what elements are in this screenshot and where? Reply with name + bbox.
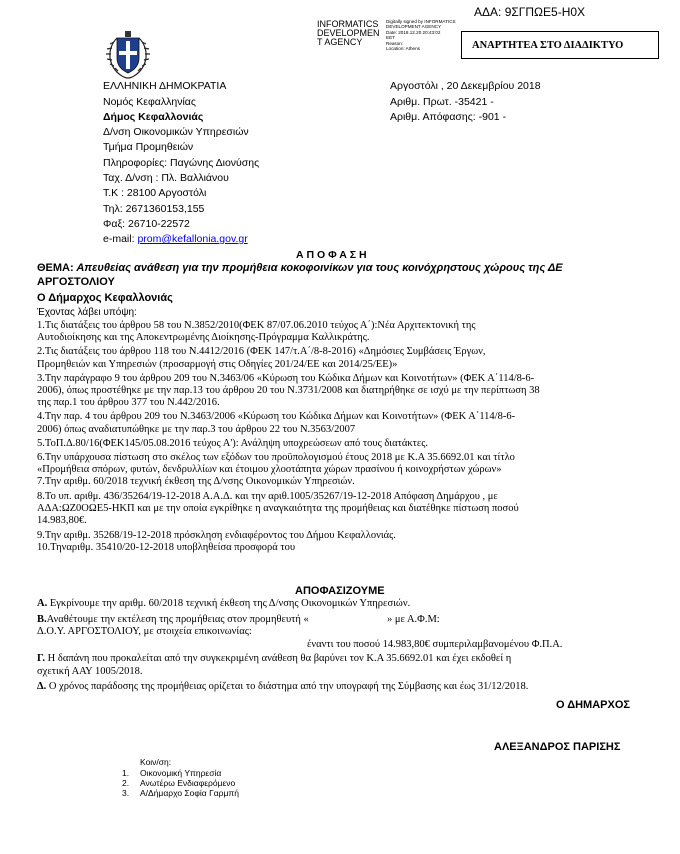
- decision-text: Η δαπάνη που προκαλείται από την συγκεκριμένη ανάθεση θα βαρύνει τον Κ.Α 35.6692.01 και έχει εκδοθεί η: [45, 653, 512, 664]
- sender-line-address: Ταχ. Δ/νση : Πλ. Βαλλιάνου: [103, 172, 229, 184]
- cc-item: [122, 778, 239, 788]
- email-label: e-mail:: [103, 233, 138, 245]
- sender-line-information: Πληροφορίες: Παγώνης Διονύσης: [103, 157, 260, 169]
- considerations-list: [37, 320, 638, 555]
- decision-label: Α.: [37, 598, 48, 609]
- cc-item: [122, 768, 239, 778]
- consideration-line: 9.Την αριθμ. 35268/19-12-2018 πρόσκληση ενδιαφέροντος του Δήμου Κεφαλλονιάς.: [37, 530, 396, 542]
- signature-detail-line: EET: [386, 35, 395, 41]
- mayor-sign: Ο ΔΗΜΑΡΧΟΣ: [556, 699, 630, 711]
- decision-number: Αριθμ. Απόφασης: -901 -: [390, 111, 507, 123]
- decision-d: [37, 681, 638, 694]
- consideration-line: 10.Τηναριθμ. 35410/20-12-2018 υποβληθείσα προσφορά του: [37, 542, 296, 554]
- consideration-line: 2.Τις διατάξεις του άρθρου 118 του Ν.4412/2016 (ΦΕΚ 147/τ.Α΄/8-8-2016) «Δημόσιες Συμβάσεις Έργων,: [37, 346, 486, 358]
- cc-list: [122, 768, 239, 798]
- consideration-line: 6.Την υπάρχουσα πίστωση στο σκέλος των εξόδων του προϋπολογισμού έτους 2018 με Κ.Α 35.6692.01 και τίτλο: [37, 452, 515, 464]
- consideration-line: Προμηθειών και Υπηρεσιών (προσαρμογή στις Οδηγίες 201/24/ΕΕ και 2014/25/ΕΕ)»: [37, 358, 398, 370]
- signature-detail-line: Location: Athens: [386, 46, 420, 52]
- decision-text: » με Α.Φ.Μ:: [387, 613, 440, 625]
- sender-line-country: ΕΛΛΗΝΙΚΗ ΔΗΜΟΚΡΑΤΙΑ: [103, 80, 227, 92]
- decision-label: Β.: [37, 613, 47, 625]
- document-date: Αργοστόλι , 20 Δεκεμβρίου 2018: [390, 80, 541, 92]
- subject-line-2: ΑΡΓΟΣΤΟΛΙΟΥ: [37, 276, 115, 288]
- decision-title: Α Π Ο Φ Α Σ Η: [296, 249, 367, 261]
- consideration-line: 3.Την παράγραφο 9 του άρθρου 209 του Ν.3463/06 «Κύρωση του Κώδικα Δήμων και Κοινοτήτων» (ΦΕΚ Α΄114/8-6-: [37, 372, 535, 384]
- sender-line-municipality: Δήμος Κεφαλλονιάς: [103, 111, 204, 123]
- consideration-line: της παρ.1 του άρθρου 377 του Ν.442/2016.: [37, 397, 220, 409]
- signature-detail-line: Date: 2018.12.20 20:43:02: [386, 29, 441, 35]
- consideration-line: 2006), όπως προστέθηκε με την παρ.13 του άρθρου 20 του Ν.3731/2008 και διατηρήθηκε σε ισχύ με την περίπτωση 38: [37, 385, 540, 397]
- coat-of-arms-icon: [103, 28, 153, 82]
- subject-label: ΘΕΜΑ:: [37, 262, 74, 274]
- signature-detail-line: DEVELOPMENT AGENCY: [386, 24, 442, 30]
- mayor-heading: Ο Δήμαρχος Κεφαλλονιάς: [37, 292, 173, 304]
- sender-line-prefecture: Νομός Κεφαλληνίας: [103, 96, 196, 108]
- decision-c-line-1: [37, 653, 638, 666]
- publication-stamp: [461, 31, 659, 59]
- signature-org-line: DEVELOPMEN: [317, 28, 380, 38]
- consideration-line: 14.983,80€.: [37, 515, 87, 527]
- sender-line-department: Τμήμα Προμηθειών: [103, 141, 194, 153]
- consideration-line: Αυτοδιοίκησης και της Αποκεντρωμένης Διοίκησης-Πρόγραμμα Καλλικράτης.: [37, 332, 370, 344]
- sender-line-fax: Φαξ: 26710-22572: [103, 218, 190, 230]
- sender-line-postcode: Τ.Κ : 28100 Αργοστόλι: [103, 187, 207, 199]
- cc-item-text: Οικονομική Υπηρεσία: [140, 768, 222, 778]
- decision-b-line-1: [37, 614, 638, 627]
- decision-label: Δ.: [37, 681, 47, 692]
- considering-label: Έχοντας λάβει υπόψη:: [37, 307, 137, 318]
- cc-item-number: 3.: [122, 788, 130, 798]
- consideration-line: 2006) όπως αναδιατυπώθηκε με την παρ.3 του άρθρου 22 του Ν.3563/2007: [37, 423, 356, 435]
- decision-a: [37, 598, 638, 611]
- decisions-list: [37, 598, 638, 694]
- consideration-line: «Προμήθεια σπόρων, φυτών, δενδρυλλίων και έτοιμου χλοοτάπητα χώρων πρασίνου ή κοινοχρήστων χώρων»: [37, 464, 502, 476]
- decision-b-line-3: [37, 639, 638, 652]
- signature-details: [386, 19, 456, 51]
- decision-c-line-2: σχετική ΑΑΥ 1005/2018.: [37, 665, 143, 677]
- decision-text: έναντι του ποσού 14.983,80€ συμπεριλαμβανομένου Φ.Π.Α.: [307, 638, 563, 650]
- cc-item-number: 1.: [122, 768, 130, 778]
- consideration-line: ΑΔΑ:ΩΖ0ΟΩΕ5-ΗΚΠ και με την οποία εγκρίθηκε η αναγκαιότητα της προμήθειας και διατέθηκε πίστωση ποσού: [37, 502, 519, 514]
- consideration-line: 4.Την παρ. 4 του άρθρου 209 του Ν.3463/2006 «Κύρωση του Κώδικα Δήμων και Κοινοτήτων» (ΦΕΚ Α΄114/8-6-: [37, 411, 516, 423]
- protocol-number: Αριθμ. Πρωτ. -35421 -: [390, 96, 494, 108]
- stamp-text: ΑΝΑΡΤΗΤΕΑ ΣΤΟ ΔΙΑΔΙΚΤΥΟ: [472, 40, 624, 51]
- email-link[interactable]: prom@kefallonia.gov.gr: [137, 233, 248, 245]
- cc-label: Κοιν/ση:: [140, 757, 172, 767]
- signature-org-line: T AGENCY: [317, 37, 363, 47]
- ada-code: ΑΔΑ: 9ΣΓΠΩΕ5-Η0Χ: [474, 5, 586, 19]
- consideration-line: 5.ΤοΠ.Δ.80/16(ΦΕΚ145/05.08.2016 τεύχος Α'): Ανάληψη υποχρεώσεων από τους διατάκτες.: [37, 437, 429, 449]
- consideration-line: 1.Τις διατάξεις του άρθρου 58 του Ν.3852/2010(ΦΕΚ 87/07.06.2010 τεύχος Α΄):Νέα Αρχιτεκτονική της: [37, 320, 476, 331]
- decision-label: Γ.: [37, 653, 46, 664]
- cc-item-number: 2.: [122, 778, 130, 788]
- subject-line-1: [37, 262, 563, 276]
- sender-line-phone: Τηλ: 2671360153,155: [103, 203, 205, 215]
- consideration-line: 7.Την αριθμ. 60/2018 τεχνική έκθεση της Δ/νσης Οικονομικών Υπηρεσιών.: [37, 476, 355, 488]
- signature-org-line: INFORMATICS: [317, 19, 379, 29]
- signature-org: [317, 20, 380, 47]
- decision-b-line-2: Δ.Ο.Υ. ΑΡΓΟΣΤΟΛΙΟΥ, με στοιχεία επικοινωνίας:: [37, 626, 252, 637]
- signature-detail-line: Digitally signed by INFORMATICS: [386, 19, 456, 24]
- decision-text: Αναθέτουμε την εκτέλεση της προμήθειας στον προμηθευτή «: [46, 613, 309, 625]
- cc-item: [122, 788, 239, 798]
- sender-email-line: [103, 233, 248, 247]
- cc-item-text: Ανωτέρω Ενδιαφερόμενο: [140, 778, 236, 788]
- consideration-line: 8.Το υπ. αριθμ. 436/35264/19-12-2018 Α.Α.Δ. και την αριθ.1005/35267/19-12-2018 Απόφαση Δημάρχου , με: [37, 490, 498, 502]
- decision-text: Εγκρίνουμε την αριθμ. 60/2018 τεχνική έκθεση της Δ/νσης Οικονομικών Υπηρεσιών.: [47, 598, 411, 609]
- mayor-name: ΑΛΕΞΑΝΔΡΟΣ ΠΑΡΙΣΗΣ: [494, 741, 621, 753]
- signature-detail-line: Reason:: [386, 40, 404, 46]
- subject-text: Απευθείας ανάθεση για την προμήθεια κοκοφοινίκων για τους κοινόχρηστους χώρους της ΔΕ: [73, 262, 563, 274]
- decision-text: Ο χρόνος παράδοσης της προμήθειας ορίζεται το διάστημα από την υπογραφή της Σύμβασης και έως 31/12/2018.: [46, 681, 529, 692]
- cc-item-text: Α/Δήμαρχο Σοφία Γαρμπή: [140, 788, 239, 798]
- sender-line-directorate: Δ/νση Οικονομικών Υπηρεσιών: [103, 126, 249, 138]
- decide-title: ΑΠΟΦΑΣΙΖΟΥΜΕ: [295, 585, 385, 597]
